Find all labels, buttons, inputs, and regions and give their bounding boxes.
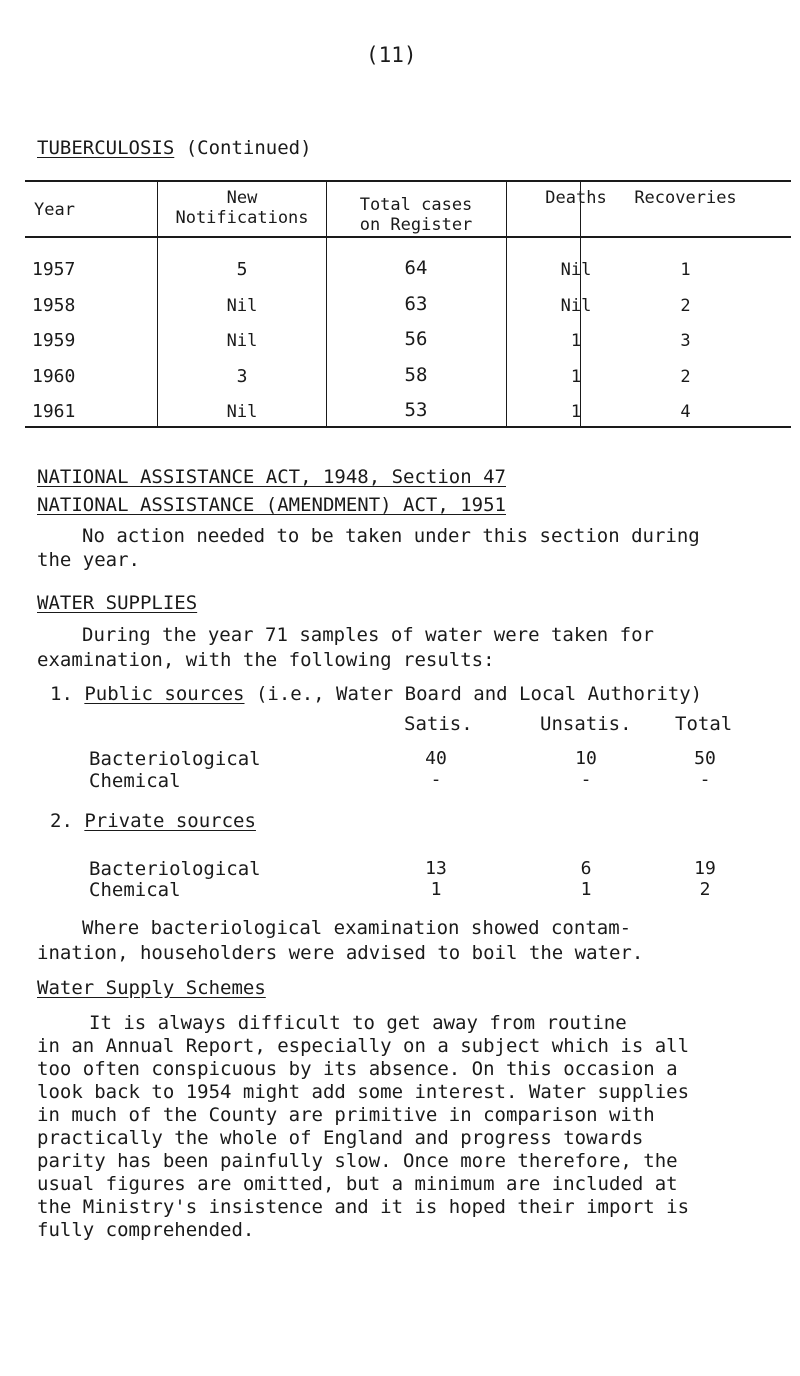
paragraph-line: too often conspicuous by its absence. On this occasion a xyxy=(37,1058,678,1080)
schemes-heading: Water Supply Schemes xyxy=(37,977,266,999)
public-sources-line xyxy=(50,683,702,705)
public-sources-suffix: (i.e., Water Board and Local Authority) xyxy=(255,683,703,705)
value-satis: 13 xyxy=(425,858,447,879)
cell-new: Nil xyxy=(226,331,258,351)
paragraph-line: the Ministry's insistence and it is hoped their import is xyxy=(37,1196,690,1218)
private-sources-label: Private sources xyxy=(84,810,256,832)
section-title-suffix: (Continued) xyxy=(185,137,312,159)
row-label: Bacteriological xyxy=(89,748,261,770)
value-unsatis: 6 xyxy=(580,858,592,879)
cell-year: 1961 xyxy=(32,401,76,422)
col-header-satis: Satis. xyxy=(404,713,473,735)
value-unsatis: 10 xyxy=(575,748,597,769)
header-new-notifications xyxy=(157,188,327,228)
cell-deaths: 1 xyxy=(570,331,582,351)
col-header-unsatis: Unsatis. xyxy=(540,713,632,735)
water-intro-line1: During the year 71 samples of water were taken for xyxy=(82,624,654,646)
cell-total: 56 xyxy=(404,328,428,350)
cell-new: Nil xyxy=(226,402,258,422)
paragraph-line: parity has been painfully slow. Once more therefore, the xyxy=(37,1150,678,1172)
value-satis: - xyxy=(430,769,442,790)
table-bottom-rule xyxy=(25,426,791,428)
header-total-line2: on Register xyxy=(359,215,473,235)
value-total: 2 xyxy=(699,879,711,900)
cell-deaths: 1 xyxy=(570,367,582,387)
cell-deaths: Nil xyxy=(560,296,592,316)
cell-year: 1960 xyxy=(32,366,76,387)
header-deaths: Deaths xyxy=(545,188,607,208)
header-recoveries: Recoveries xyxy=(634,188,737,208)
public-sources-number: 1. xyxy=(50,683,73,705)
cell-deaths: Nil xyxy=(560,260,592,280)
private-sources-number: 2. xyxy=(50,810,73,832)
row-label: Chemical xyxy=(89,770,181,792)
table-header-rule xyxy=(25,236,791,238)
cell-recoveries: 3 xyxy=(680,331,691,351)
cell-year: 1958 xyxy=(32,295,76,316)
table-top-rule xyxy=(25,180,791,182)
cell-new: Nil xyxy=(226,296,258,316)
section-title-main: TUBERCULOSIS xyxy=(37,137,175,159)
national-assistance-text-line1: No action needed to be taken under this section during xyxy=(82,525,700,547)
paragraph-line: in much of the County are primitive in comparison with xyxy=(37,1104,655,1126)
header-total-line1: Total cases xyxy=(359,195,473,215)
national-assistance-heading-1: NATIONAL ASSISTANCE ACT, 1948, Section 47 xyxy=(37,466,506,488)
header-new-line2: Notifications xyxy=(175,208,309,228)
value-total: 19 xyxy=(694,858,716,879)
water-note-line1: Where bacteriological examination showed contam- xyxy=(82,917,632,939)
paragraph-line: fully comprehended. xyxy=(37,1219,255,1241)
paragraph-line: practically the whole of England and progress towards xyxy=(37,1127,644,1149)
row-label: Bacteriological xyxy=(89,858,261,880)
paragraph-line: look back to 1954 might add some interest. Water supplies xyxy=(37,1081,690,1103)
national-assistance-text-line2: the year. xyxy=(37,549,140,571)
cell-recoveries: 2 xyxy=(680,296,691,316)
value-satis: 40 xyxy=(425,748,447,769)
cell-total: 63 xyxy=(404,293,428,315)
private-sources-line xyxy=(50,810,256,832)
value-unsatis: - xyxy=(580,769,592,790)
public-sources-label: Public sources xyxy=(84,683,245,705)
header-year: Year xyxy=(34,200,75,220)
paragraph-line: in an Annual Report, especially on a subject which is all xyxy=(37,1035,690,1057)
water-supplies-heading: WATER SUPPLIES xyxy=(37,592,198,614)
value-unsatis: 1 xyxy=(580,879,592,900)
cell-new: 5 xyxy=(236,259,248,280)
value-total: - xyxy=(699,769,711,790)
national-assistance-heading-2: NATIONAL ASSISTANCE (AMENDMENT) ACT, 1951 xyxy=(37,494,506,516)
cell-total: 64 xyxy=(404,257,428,279)
value-satis: 1 xyxy=(430,879,442,900)
water-intro-line2: examination, with the following results: xyxy=(37,649,495,671)
cell-deaths: 1 xyxy=(570,402,582,422)
row-label: Chemical xyxy=(89,879,181,901)
cell-recoveries: 4 xyxy=(680,402,691,422)
value-total: 50 xyxy=(694,748,716,769)
paragraph-line: It is always difficult to get away from routine xyxy=(89,1012,627,1034)
col-header-total: Total xyxy=(675,713,733,735)
page-number: (11) xyxy=(366,43,417,67)
paragraph-line: usual figures are omitted, but a minimum are included at xyxy=(37,1173,678,1195)
cell-recoveries: 1 xyxy=(680,260,691,280)
cell-year: 1957 xyxy=(32,259,76,280)
cell-recoveries: 2 xyxy=(680,367,691,387)
cell-total: 53 xyxy=(404,399,428,421)
cell-new: 3 xyxy=(236,366,248,387)
header-new-line1: New xyxy=(226,188,258,208)
cell-year: 1959 xyxy=(32,330,76,351)
section-title xyxy=(37,137,312,159)
cell-total: 58 xyxy=(404,364,428,386)
header-total-cases xyxy=(326,195,506,235)
water-note-line2: ination, householders were advised to boil the water. xyxy=(37,942,644,964)
